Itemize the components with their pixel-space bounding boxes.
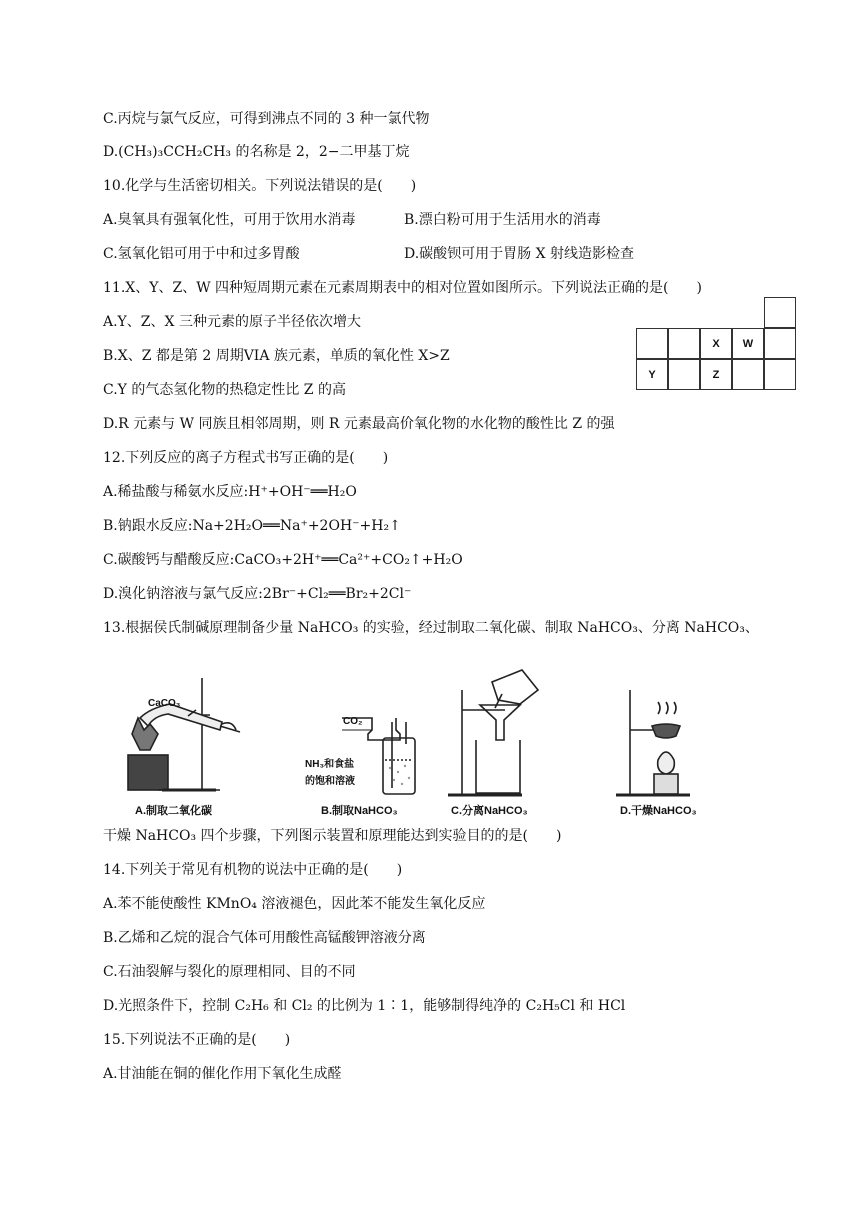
q11-stem: 11.X、Y、Z、W 四种短周期元素在元素周期表中的相对位置如图所示。下列说法正确的是( ) (103, 280, 702, 296)
q15-stem: 15.下列说法不正确的是( ) (103, 1032, 291, 1048)
q11-option-b: B.X、Z 都是第 2 周期VIA 族元素，单质的氧化性 X>Z (103, 348, 450, 364)
apparatus-a-drawing (128, 678, 240, 790)
table-cell-empty (668, 328, 700, 359)
q13-stem-continued: 干燥 NaHCO₃ 四个步骤，下列图示装置和原理能达到实验目的的是( ) (103, 828, 562, 844)
table-cell-w: W (732, 328, 764, 359)
q9-option-c: C.丙烷与氯气反应，可得到沸点不同的 3 种一氯代物 (103, 111, 430, 127)
q14-option-a: A.苯不能使酸性 KMnO₄ 溶液褪色，因此苯不能发生氧化反应 (103, 896, 486, 912)
q14-option-c: C.石油裂解与裂化的原理相同、目的不同 (103, 964, 356, 980)
q10-stem: 10.化学与生活密切相关。下列说法错误的是( ) (103, 178, 417, 194)
q11-option-d: D.R 元素与 W 同族且相邻周期，则 R 元素最高价氧化物的水化物的酸性比 Z 的强 (103, 416, 615, 432)
table-cell-empty (764, 297, 796, 328)
caption-d: D.干燥NaHCO₃ (620, 805, 697, 817)
caption-b: B.制取NaHCO₃ (321, 805, 398, 817)
table-cell-y: Y (636, 359, 668, 390)
q11-option-a: A.Y、Z、X 三种元素的原子半径依次增大 (103, 314, 361, 330)
caption-a: A.制取二氧化碳 (135, 805, 212, 817)
q12-stem: 12.下列反应的离子方程式书写正确的是( ) (103, 450, 389, 466)
apparatus-figure (110, 660, 750, 820)
label-nh3-line2: 的饱和溶液 (305, 776, 355, 787)
q14-stem: 14.下列关于常见有机物的说法中正确的是( ) (103, 862, 403, 878)
table-cell-empty (668, 359, 700, 390)
table-cell-empty (636, 328, 668, 359)
table-cell-empty (764, 359, 796, 390)
table-cell-empty (732, 359, 764, 390)
q14-option-b: B.乙烯和乙烷的混合气体可用酸性高锰酸钾溶液分离 (103, 930, 426, 946)
q14-option-d: D.光照条件下，控制 C₂H₆ 和 Cl₂ 的比例为 1∶1，能够制得纯净的 C₂H₅Cl 和 HCl (103, 998, 626, 1014)
table-cell-z: Z (700, 359, 732, 390)
q15-option-a: A.甘油能在铜的催化作用下氧化生成醛 (103, 1066, 342, 1082)
label-caco3: CaCO₃ (148, 698, 181, 709)
q9-option-d: D.(CH₃)₃CCH₂CH₃ 的名称是 2，2−二甲基丁烷 (103, 144, 410, 160)
table-cell-empty (764, 328, 796, 359)
q12-option-b: B.钠跟水反应:Na+2H₂O══Na⁺+2OH⁻+H₂↑ (103, 518, 401, 534)
label-nh3-line1: NH₃和食盐 (305, 759, 355, 770)
q12-option-a: A.稀盐酸与稀氨水反应:H⁺+OH⁻══H₂O (103, 484, 357, 500)
q10-option-d: D.碳酸钡可用于胃肠 X 射线造影检查 (404, 246, 635, 262)
q10-option-b: B.漂白粉可用于生活用水的消毒 (404, 212, 601, 228)
apparatus-c-drawing (448, 670, 538, 795)
q12-option-c: C.碳酸钙与醋酸反应:CaCO₃+2H⁺══Ca²⁺+CO₂↑+H₂O (103, 552, 463, 568)
q12-option-d: D.溴化钠溶液与氯气反应:2Br⁻+Cl₂══Br₂+2Cl⁻ (103, 586, 412, 602)
apparatus-d-drawing (616, 690, 690, 795)
table-cell-x: X (700, 328, 732, 359)
q13-stem: 13.根据侯氏制碱原理制备少量 NaHCO₃ 的实验，经过制取二氧化碳、制取 NaHCO₃、分离 NaHCO₃、 (103, 620, 759, 636)
q10-option-a: A.臭氧具有强氧化性，可用于饮用水消毒 (103, 212, 356, 228)
caption-c: C.分离NaHCO₃ (451, 805, 528, 817)
label-co2: CO₂ (343, 716, 363, 727)
q10-option-c: C.氢氧化铝可用于中和过多胃酸 (103, 246, 300, 262)
q11-option-c: C.Y 的气态氢化物的热稳定性比 Z 的高 (103, 382, 346, 398)
